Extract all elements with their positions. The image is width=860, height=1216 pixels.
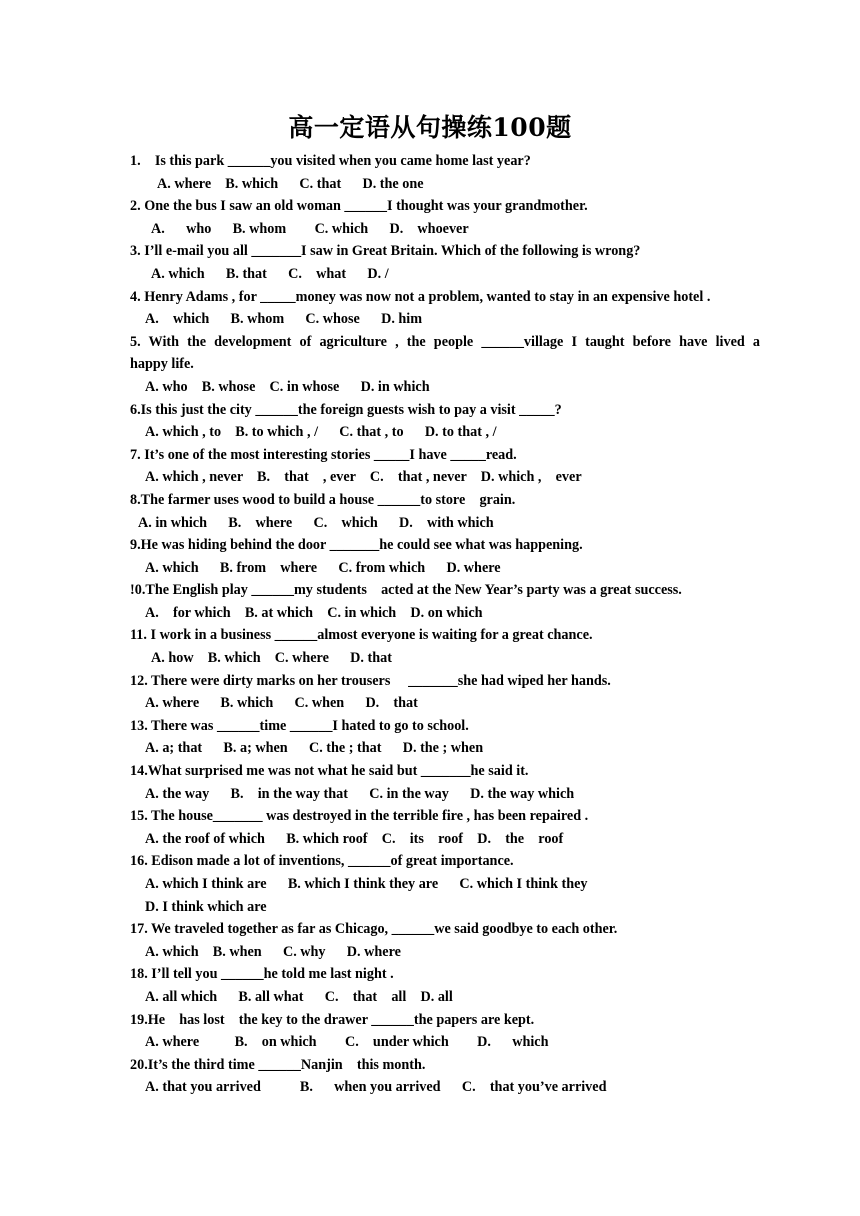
answer-options-line: A. which B. that C. what D. / xyxy=(151,265,389,282)
page-title: 高一定语从句操练100题 xyxy=(288,113,572,142)
question-line: 9.He was hiding behind the door _______he could see what was happening. xyxy=(130,537,583,554)
answer-options-line: A. which , to B. to which , / C. that , to D. to that , / xyxy=(145,424,497,441)
question-line: 20.It’s the third time ______Nanjin this month. xyxy=(130,1056,426,1073)
question-line: 15. The house_______ was destroyed in the terrible fire , has been repaired . xyxy=(130,808,589,825)
question-line: happy life. xyxy=(130,356,194,373)
question-line: 12. There were dirty marks on her trousers _______she had wiped her hands. xyxy=(130,672,611,689)
question-line: 13. There was ______time ______I hated to go to school. xyxy=(130,717,469,734)
answer-options-line: A. which B. when C. why D. where xyxy=(145,943,401,960)
question-line: 18. I’ll tell you ______he told me last night . xyxy=(130,966,394,983)
answer-options-line: D. I think which are xyxy=(145,898,267,915)
answer-options-line: A. which , never B. that , ever C. that , never D. which , ever xyxy=(145,469,582,486)
question-line: 19.He has lost the key to the drawer ______the papers are kept. xyxy=(130,1011,535,1028)
question-line: 2. One the bus I saw an old woman ______I thought was your grandmother. xyxy=(130,198,588,215)
answer-options-line: A. where B. on which C. under which D. which xyxy=(145,1034,549,1051)
answer-options-line: A. in which B. where C. which D. with which xyxy=(138,514,494,531)
question-line: 3. I’ll e-mail you all _______I saw in Great Britain. Which of the following is wrong? xyxy=(130,243,641,260)
answer-options-line: A. who B. whom C. which D. whoever xyxy=(151,220,469,237)
answer-options-line: A. who B. whose C. in whose D. in which xyxy=(145,378,430,395)
question-line: 7. It’s one of the most interesting stories _____I have _____read. xyxy=(130,446,517,463)
answer-options-line: A. where B. which C. when D. that xyxy=(145,695,418,712)
answer-options-line: A. the way B. in the way that C. in the way D. the way which xyxy=(145,785,575,802)
answer-options-line: A. that you arrived B. when you arrived C. that you’ve arrived xyxy=(145,1079,607,1096)
question-line: 1. Is this park ______you visited when you came home last year? xyxy=(130,153,531,169)
answer-options-line: A. which I think are B. which I think they are C. which I think they xyxy=(145,876,588,892)
answer-options-line: A. a; that B. a; when C. the ; that D. the ; when xyxy=(145,740,484,757)
answer-options-line: A. for which B. at which C. in which D. on which xyxy=(145,604,483,621)
answer-options-line: A. all which B. all what C. that all D. all xyxy=(145,988,453,1005)
question-line: !0.The English play ______my students acted at the New Year’s party was a great success. xyxy=(130,582,682,599)
question-line: 8.The farmer uses wood to build a house ______to store grain. xyxy=(130,491,516,508)
question-line: 5. With the development of agriculture , the people ______village I taught before have lived a xyxy=(130,333,760,350)
question-list xyxy=(130,150,760,1099)
answer-options-line: A. which B. whom C. whose D. him xyxy=(145,311,423,328)
answer-options-line: A. the roof of which B. which roof C. its roof D. the roof xyxy=(145,830,564,847)
answer-options-line: A. which B. from where C. from which D. where xyxy=(145,559,501,576)
question-line: 14.What surprised me was not what he said but _______he said it. xyxy=(130,763,529,780)
answer-options-line: A. where B. which C. that D. the one xyxy=(157,175,424,192)
answer-options-line: A. how B. which C. where D. that xyxy=(151,650,392,667)
question-line: 17. We traveled together as far as Chicago, ______we said goodbye to each other. xyxy=(130,921,618,938)
question-line: 16. Edison made a lot of inventions, ______of great importance. xyxy=(130,853,514,870)
question-line: 11. I work in a business ______almost everyone is waiting for a great chance. xyxy=(130,627,593,644)
question-line: 4. Henry Adams , for _____money was now not a problem, wanted to stay in an expensive hotel . xyxy=(130,288,711,305)
question-line: 6.Is this just the city ______the foreign guests wish to pay a visit _____? xyxy=(130,401,562,418)
